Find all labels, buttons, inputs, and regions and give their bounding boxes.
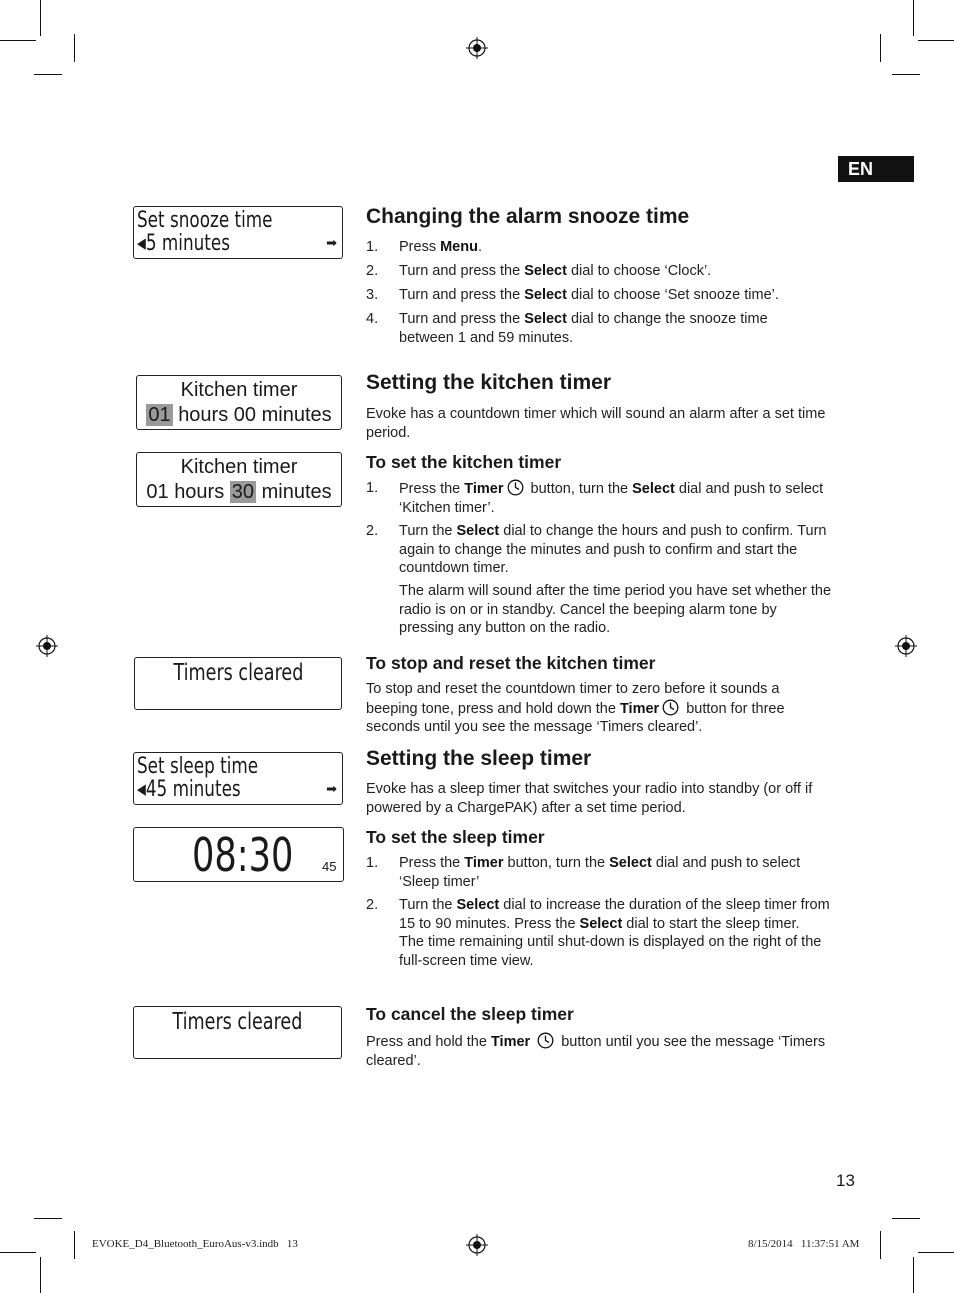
step-number: 3. [366,287,379,303]
display-sleep [133,752,343,805]
sleep-remaining: 45 [322,859,337,874]
minutes-highlight: 30 [231,481,255,503]
subsection-title-stop-kitchen: To stop and reset the kitchen timer [366,653,656,673]
display-line2 [137,404,341,427]
display-line1: Kitchen timer [180,379,298,401]
crop-mark [918,40,954,41]
footer-file: EVOKE_D4_Bluetooth_EuroAus-v3.indb 13 [92,1238,298,1250]
display-line1 [134,1009,341,1035]
crop-mark [74,1231,75,1259]
step-number: 2. [366,523,379,539]
step-text: Turn the Select dial to change the hours and push to confirm. Turn again to change the minutes and push to confirm and start the countdown timer. [399,523,827,576]
kitchen-note: The alarm will sound after the time period you have set whether the radio is on or in standby. Cancel the beeping alarm tone by pressing any button on the radio. [399,583,832,636]
step-number: 2. [366,263,379,279]
snooze-value: 5 minutes [145,231,230,256]
crop-mark [0,1252,36,1253]
subsection-title-set-sleep: To set the sleep timer [366,827,545,847]
registration-mark-icon [466,1234,488,1256]
hours-highlight: 01 [148,404,171,426]
step-text: Turn the Select dial to increase the duration of the sleep timer from 15 to 90 minutes. Press the Select dial to start the sleep timer. The time remaining until shut-down is displayed on the right of the full-screen time view. [399,897,830,969]
arrow-right-icon: ➡ [326,781,337,796]
clock-icon [662,699,679,716]
crop-mark [913,0,914,36]
sleep-value: 45 minutes [145,777,241,802]
minutes-label: minutes [261,404,332,426]
kitchen-intro: Evoke has a countdown timer which will sound an alarm after a set time period. [366,406,826,441]
display-line2 [137,481,341,504]
section-title-kitchen: Setting the kitchen timer [366,371,612,394]
display-timers-cleared-2 [133,1006,342,1059]
display-line1 [135,660,341,686]
crop-mark [0,40,36,41]
step-number: 2. [366,897,379,913]
hours-value: 01 [146,481,169,503]
crop-mark [74,34,75,62]
registration-mark-icon [36,635,58,657]
section-title-sleep: Setting the sleep timer [366,747,592,770]
arrow-left-icon: ◀ [137,234,146,252]
footer-datetime: 8/15/2014 11:37:51 AM [748,1238,860,1250]
hours-label: hours [178,404,229,426]
step-text: Press the Timer button, turn the Select dial and push to select ‘Kitchen timer’. [399,481,824,516]
display-line1: Kitchen timer [180,456,298,478]
crop-mark [918,1252,954,1253]
step-text: Turn and press the Select dial to choose ‘Clock’. [399,263,712,279]
step-number: 4. [366,311,379,327]
clock-time-wrap [192,830,311,880]
display-timers-cleared [134,657,342,710]
sleep-cancel-text: Press and hold the Timer button until you see the message ‘Timers cleared’. [366,1034,826,1069]
clock-icon [537,1032,554,1049]
step-number: 1. [366,480,379,496]
section-title-snooze: Changing the alarm snooze time [366,205,690,228]
display-line1: Set snooze time [137,208,273,233]
step-text: Turn and press the Select dial to change the snooze time between 1 and 59 minutes. [399,311,768,346]
clock-time: 08:30 [192,828,294,882]
subsection-title-set-kitchen: To set the kitchen timer [366,452,562,472]
crop-mark [913,1257,914,1293]
crop-mark [40,1257,41,1293]
subsection-title-cancel-sleep: To cancel the sleep timer [366,1004,574,1024]
arrow-left-icon: ◀ [137,780,146,798]
display-line2 [137,232,246,255]
crop-mark [892,1218,920,1219]
crop-mark [40,0,41,36]
sleep-intro: Evoke has a sleep timer that switches your radio into standby (or off if powered by a ChargePAK) after a set time period. [366,781,813,816]
hours-label: hours [174,481,225,503]
crop-mark [880,34,881,62]
minutes-label: minutes [261,481,332,503]
display-clock [133,827,344,882]
timers-cleared-text: Timers cleared [173,660,303,686]
timers-cleared-text: Timers cleared [172,1009,303,1035]
display-line1: Set sleep time [137,754,259,779]
display-kitchen-hours [136,375,342,430]
page-number: 13 [836,1171,855,1190]
display-kitchen-minutes [136,452,342,507]
display-line2 [137,778,259,801]
registration-mark-icon [466,37,488,59]
kitchen-stop-text: To stop and reset the countdown timer to zero before it sounds a beeping tone, press and hold down the Timer button for three seconds until you see the message ‘Timers cleared’. [366,681,785,735]
crop-mark [34,1218,62,1219]
step-text: Press the Timer button, turn the Select dial and push to select ‘Sleep timer’ [399,855,801,890]
step-text: Press Menu. [399,239,482,255]
step-text: Turn and press the Select dial to choose ‘Set snooze time’. [399,287,779,303]
arrow-right-icon: ➡ [326,235,337,250]
crop-mark [892,74,920,75]
display-snooze [133,206,343,259]
crop-mark [880,1231,881,1259]
minutes-value: 00 [233,404,257,426]
crop-mark [34,74,62,75]
registration-mark-icon [895,635,917,657]
step-number: 1. [366,239,379,255]
language-badge: EN [838,156,914,182]
step-number: 1. [366,855,379,871]
clock-icon [507,479,524,496]
